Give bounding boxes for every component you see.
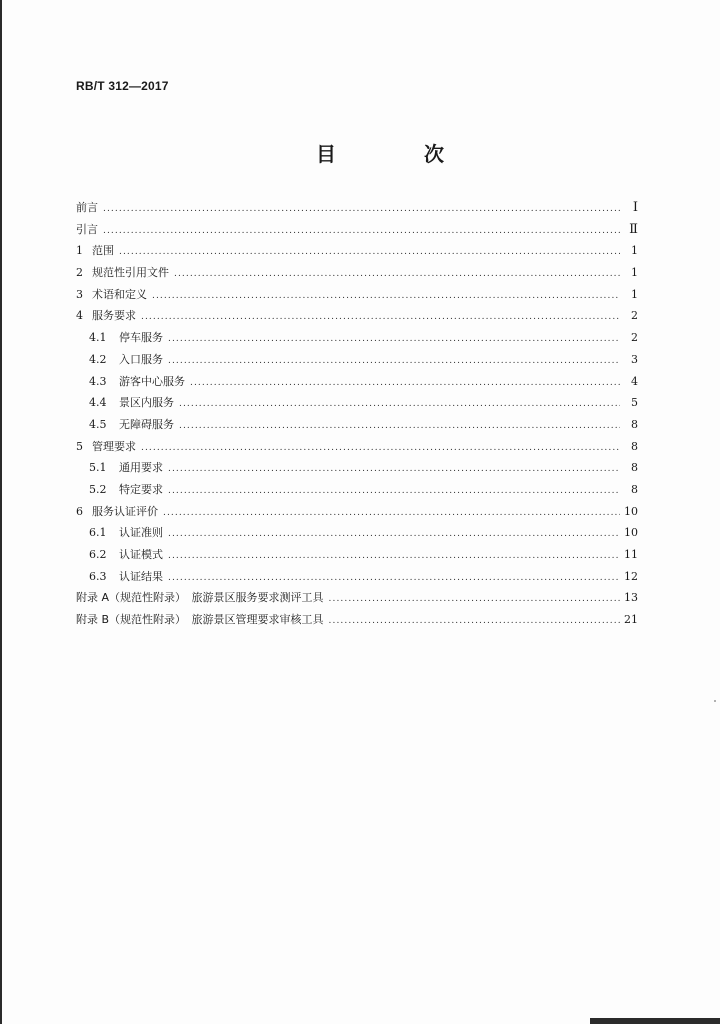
- toc-leader-dots: [174, 269, 620, 279]
- toc-entry-page: 1: [631, 266, 638, 280]
- toc-title: 目 次: [316, 142, 478, 166]
- toc-entry-number: 4.2: [89, 352, 107, 366]
- toc-entry-number: 3: [76, 287, 83, 301]
- toc-entry-number: 6: [76, 504, 83, 518]
- toc-entry[interactable]: [76, 481, 638, 503]
- toc-entry-page: 8: [631, 461, 638, 475]
- toc-leader-dots: [168, 356, 620, 366]
- toc-entry-title: 停车服务: [119, 331, 163, 345]
- toc-entry-page: 10: [624, 504, 638, 518]
- toc-leader-dots: [329, 616, 620, 626]
- toc-entry-page: Ⅱ: [629, 221, 638, 237]
- toc-entry-title: 认证结果: [119, 569, 163, 583]
- toc-leader-dots: [179, 421, 620, 431]
- toc-entry[interactable]: [76, 416, 638, 438]
- toc-entry-number: 4: [76, 309, 83, 323]
- toc-entry-title: 认证模式: [119, 548, 163, 561]
- toc-entry-title: 通用要求: [119, 461, 163, 475]
- toc-leader-dots: [168, 529, 620, 539]
- toc-leader-dots: [152, 291, 620, 301]
- toc-entry-page: 2: [631, 331, 638, 345]
- toc-entry-title: 管理要求: [92, 439, 136, 453]
- toc-entry[interactable]: [76, 373, 638, 395]
- toc-entry[interactable]: [76, 503, 638, 525]
- toc-entry-page: 8: [631, 482, 638, 496]
- toc-entry-page: 8: [631, 439, 638, 453]
- toc-leader-dots: [141, 312, 620, 322]
- toc-entry-page: 1: [631, 287, 638, 301]
- standard-code: RB/T 312—2017: [76, 79, 169, 93]
- toc-leader-dots: [103, 226, 620, 236]
- toc-leader-dots: [179, 399, 620, 409]
- toc-entry-page: 11: [624, 548, 638, 561]
- toc-entry-number: 4.4: [89, 396, 107, 410]
- toc-entry-page: 8: [631, 417, 638, 431]
- toc-entry-title: 无障碍服务: [119, 417, 174, 431]
- toc-leader-dots: [168, 573, 620, 583]
- toc-entry-title: 规范性引用文件: [92, 266, 169, 280]
- toc-entry-title: 认证准则: [119, 526, 163, 540]
- toc-entry-number: 4.1: [89, 331, 107, 345]
- toc-leader-dots: [329, 594, 620, 604]
- toc-entry[interactable]: [76, 199, 638, 221]
- toc-entry-page: 1: [631, 244, 638, 258]
- toc-leader-dots: [168, 486, 620, 496]
- toc-entry[interactable]: [76, 221, 638, 243]
- toc-entry[interactable]: [76, 394, 638, 416]
- toc-entry-page: 3: [631, 352, 638, 366]
- toc-leader-dots: [141, 443, 620, 453]
- toc-leader-dots: [119, 247, 620, 257]
- toc-entry[interactable]: [76, 329, 638, 351]
- toc-entry[interactable]: [76, 459, 638, 481]
- toc-entry-page: 5: [631, 396, 638, 410]
- toc-leader-dots: [168, 464, 620, 474]
- toc-entry-title: 景区内服务: [119, 396, 174, 410]
- toc-entry-number: 6.3: [89, 569, 107, 583]
- toc-entry-page: 4: [631, 374, 638, 388]
- toc-entry[interactable]: [76, 286, 638, 308]
- toc-entry-number: 1: [76, 244, 83, 258]
- page-bottom-edge: [590, 1018, 720, 1024]
- toc-entry-title: 附录 A（规范性附录） 旅游景区服务要求测评工具: [76, 591, 324, 605]
- table-of-contents: [76, 199, 638, 633]
- toc-entry[interactable]: [76, 438, 638, 460]
- toc-entry-title: 术语和定义: [92, 287, 147, 301]
- toc-entry-title: 附录 B（规范性附录） 旅游景区管理要求审核工具: [76, 613, 324, 627]
- toc-entry-title: 服务认证评价: [92, 504, 158, 518]
- toc-entry-number: 5.2: [89, 482, 107, 496]
- toc-entry[interactable]: [76, 307, 638, 329]
- toc-leader-dots: [163, 508, 620, 518]
- toc-entry-title: 游客中心服务: [119, 374, 185, 388]
- toc-entry[interactable]: [76, 589, 638, 611]
- toc-entry-number: 5.1: [89, 461, 107, 475]
- toc-entry[interactable]: [76, 351, 638, 373]
- toc-entry[interactable]: [76, 546, 638, 568]
- toc-entry-page: 21: [624, 613, 638, 627]
- toc-entry-title: 特定要求: [119, 482, 163, 496]
- page-left-edge: [0, 0, 2, 1024]
- toc-entry-number: 6.2: [89, 548, 107, 561]
- scan-speck: [714, 700, 716, 702]
- toc-entry[interactable]: [76, 264, 638, 286]
- toc-leader-dots: [103, 204, 620, 214]
- toc-entry-page: 2: [631, 309, 638, 323]
- toc-leader-dots: [190, 378, 620, 388]
- toc-entry-page: 12: [624, 569, 638, 583]
- toc-entry-number: 4.5: [89, 417, 107, 431]
- toc-entry-number: 2: [76, 266, 83, 280]
- toc-entry-page: 10: [624, 526, 638, 540]
- toc-entry[interactable]: [76, 611, 638, 633]
- toc-entry[interactable]: [76, 242, 638, 264]
- toc-entry-page: 13: [624, 591, 638, 605]
- toc-entry-number: 6.1: [89, 526, 107, 540]
- toc-entry-title: 服务要求: [92, 309, 136, 323]
- toc-entry[interactable]: [76, 568, 638, 590]
- toc-entry-number: 5: [76, 439, 83, 453]
- toc-entry-title: 引言: [76, 222, 98, 236]
- toc-entry-title: 入口服务: [119, 352, 163, 366]
- toc-entry-page: Ⅰ: [632, 200, 638, 215]
- toc-leader-dots: [168, 334, 620, 344]
- toc-entry[interactable]: [76, 524, 638, 546]
- toc-entry-title: 范围: [92, 244, 114, 258]
- toc-entry-number: 4.3: [89, 374, 107, 388]
- toc-entry-title: 前言: [76, 201, 98, 214]
- toc-leader-dots: [168, 551, 620, 561]
